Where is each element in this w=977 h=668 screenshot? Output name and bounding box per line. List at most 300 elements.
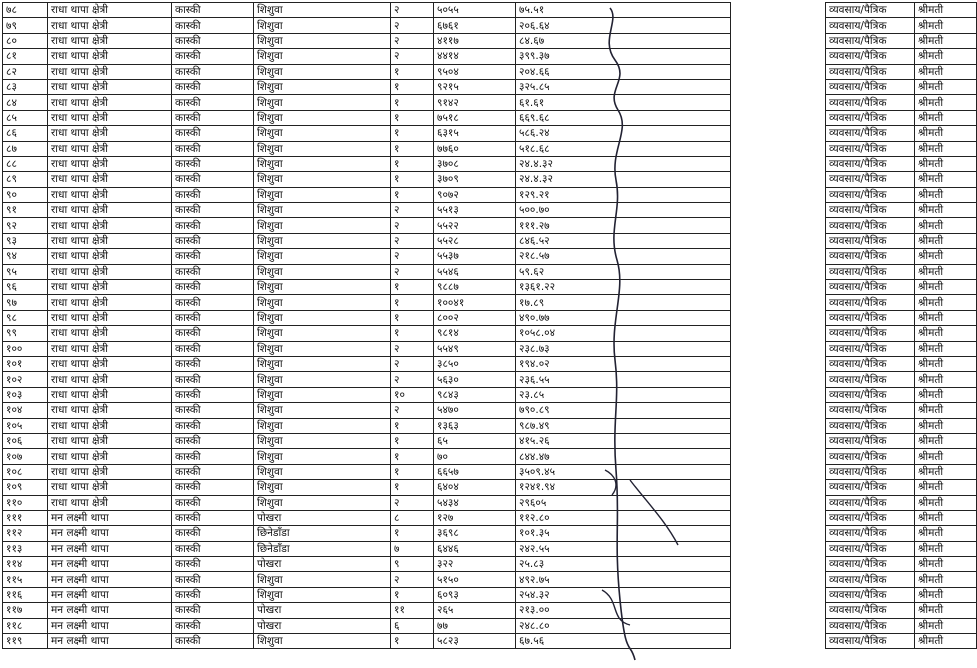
- table-row: [3, 449, 977, 464]
- cell-source: व्यवसाय/पैत्रिक: [826, 572, 915, 587]
- cell-relation: श्रीमती: [915, 572, 977, 587]
- table-row: [3, 403, 977, 418]
- cell-ward-number: १: [391, 126, 434, 141]
- cell-place: शिशुवा: [254, 403, 391, 418]
- cell-relation: श्रीमती: [915, 79, 977, 94]
- cell-ward-number: १: [391, 110, 434, 125]
- cell-signature-column: [731, 33, 826, 48]
- cell-signature-column: [731, 449, 826, 464]
- cell-ward-number: १: [391, 418, 434, 433]
- table-row: [3, 387, 977, 402]
- cell-district: कास्की: [172, 156, 254, 171]
- cell-owner-name: राधा थापा क्षेत्री: [48, 126, 172, 141]
- cell-relation: श्रीमती: [915, 33, 977, 48]
- cell-signature-column: [731, 495, 826, 510]
- cell-place: शिशुवा: [254, 110, 391, 125]
- table-row: [3, 572, 977, 587]
- cell-row-number: ९०: [3, 187, 48, 202]
- cell-owner-name: मन लक्ष्मी थापा: [48, 510, 172, 525]
- cell-area: २४२.५५: [516, 541, 731, 556]
- cell-source: व्यवसाय/पैत्रिक: [826, 187, 915, 202]
- cell-signature-column: [731, 79, 826, 94]
- cell-source: व्यवसाय/पैत्रिक: [826, 356, 915, 371]
- cell-plot-number: ७७६०: [434, 141, 516, 156]
- cell-area: २५४.३२: [516, 587, 731, 602]
- cell-row-number: ७९: [3, 18, 48, 33]
- table-row: [3, 49, 977, 64]
- cell-place: शिशुवा: [254, 95, 391, 110]
- cell-source: व्यवसाय/पैत्रिक: [826, 634, 915, 649]
- cell-plot-number: ५१५०: [434, 572, 516, 587]
- cell-row-number: १०२: [3, 372, 48, 387]
- cell-district: कास्की: [172, 295, 254, 310]
- cell-plot-number: ५४३४: [434, 495, 516, 510]
- cell-relation: श्रीमती: [915, 387, 977, 402]
- cell-place: शिशुवा: [254, 3, 391, 18]
- cell-place: शिशुवा: [254, 310, 391, 325]
- cell-plot-number: १३६३: [434, 418, 516, 433]
- table-row: [3, 356, 977, 371]
- cell-signature-column: [731, 480, 826, 495]
- cell-owner-name: राधा थापा क्षेत्री: [48, 356, 172, 371]
- cell-owner-name: राधा थापा क्षेत्री: [48, 233, 172, 248]
- cell-place: शिशुवा: [254, 587, 391, 602]
- cell-owner-name: राधा थापा क्षेत्री: [48, 449, 172, 464]
- cell-district: कास्की: [172, 310, 254, 325]
- cell-row-number: ९४: [3, 249, 48, 264]
- cell-plot-number: ९०७२: [434, 187, 516, 202]
- cell-district: कास्की: [172, 64, 254, 79]
- cell-row-number: ९३: [3, 233, 48, 248]
- cell-owner-name: राधा थापा क्षेत्री: [48, 110, 172, 125]
- cell-relation: श्रीमती: [915, 418, 977, 433]
- cell-source: व्यवसाय/पैत्रिक: [826, 557, 915, 572]
- cell-place: शिशुवा: [254, 449, 391, 464]
- cell-owner-name: राधा थापा क्षेत्री: [48, 433, 172, 448]
- cell-ward-number: २: [391, 233, 434, 248]
- cell-plot-number: १२७: [434, 510, 516, 525]
- cell-place: शिशुवा: [254, 156, 391, 171]
- cell-place: शिशुवा: [254, 433, 391, 448]
- cell-area: २३८.७३: [516, 341, 731, 356]
- cell-plot-number: ९८४३: [434, 387, 516, 402]
- cell-signature-column: [731, 433, 826, 448]
- cell-signature-column: [731, 326, 826, 341]
- cell-area: ७५.५१: [516, 3, 731, 18]
- cell-source: व्यवसाय/पैत्रिक: [826, 156, 915, 171]
- cell-signature-column: [731, 218, 826, 233]
- cell-relation: श्रीमती: [915, 372, 977, 387]
- cell-district: कास्की: [172, 372, 254, 387]
- table-row: [3, 418, 977, 433]
- cell-plot-number: ५०५५: [434, 3, 516, 18]
- cell-district: कास्की: [172, 33, 254, 48]
- cell-source: व्यवसाय/पैत्रिक: [826, 418, 915, 433]
- cell-ward-number: २: [391, 341, 434, 356]
- cell-area: ६७.५६: [516, 634, 731, 649]
- cell-row-number: ९६: [3, 280, 48, 295]
- cell-plot-number: ७५१८: [434, 110, 516, 125]
- table-row: [3, 95, 977, 110]
- cell-signature-column: [731, 372, 826, 387]
- cell-signature-column: [731, 3, 826, 18]
- cell-place: पोखरा: [254, 510, 391, 525]
- cell-row-number: ११४: [3, 557, 48, 572]
- cell-source: व्यवसाय/पैत्रिक: [826, 249, 915, 264]
- cell-district: कास्की: [172, 79, 254, 94]
- cell-district: कास्की: [172, 495, 254, 510]
- cell-owner-name: राधा थापा क्षेत्री: [48, 280, 172, 295]
- cell-owner-name: मन लक्ष्मी थापा: [48, 618, 172, 633]
- cell-place: शिशुवा: [254, 64, 391, 79]
- cell-signature-column: [731, 18, 826, 33]
- cell-plot-number: ८००२: [434, 310, 516, 325]
- cell-area: ४१५.२६: [516, 433, 731, 448]
- cell-ward-number: १: [391, 187, 434, 202]
- cell-plot-number: ५५२२: [434, 218, 516, 233]
- cell-source: व्यवसाय/पैत्रिक: [826, 464, 915, 479]
- cell-owner-name: राधा थापा क्षेत्री: [48, 3, 172, 18]
- cell-plot-number: ६५: [434, 433, 516, 448]
- cell-plot-number: ५५२८: [434, 233, 516, 248]
- cell-signature-column: [731, 541, 826, 556]
- cell-area: १०५८.०४: [516, 326, 731, 341]
- cell-row-number: १०४: [3, 403, 48, 418]
- cell-place: शिशुवा: [254, 480, 391, 495]
- cell-relation: श्रीमती: [915, 603, 977, 618]
- land-record-table-body: [3, 3, 977, 649]
- cell-relation: श्रीमती: [915, 49, 977, 64]
- cell-district: कास्की: [172, 18, 254, 33]
- cell-district: कास्की: [172, 387, 254, 402]
- cell-row-number: ८२: [3, 64, 48, 79]
- cell-source: व्यवसाय/पैत्रिक: [826, 587, 915, 602]
- table-row: [3, 603, 977, 618]
- cell-plot-number: ६६५७: [434, 464, 516, 479]
- cell-owner-name: राधा थापा क्षेत्री: [48, 295, 172, 310]
- cell-plot-number: ९५०४: [434, 64, 516, 79]
- cell-relation: श्रीमती: [915, 587, 977, 602]
- cell-district: कास्की: [172, 433, 254, 448]
- cell-source: व्यवसाय/पैत्रिक: [826, 433, 915, 448]
- cell-source: व्यवसाय/पैत्रिक: [826, 310, 915, 325]
- cell-ward-number: २: [391, 18, 434, 33]
- cell-relation: श्रीमती: [915, 187, 977, 202]
- cell-row-number: ८३: [3, 79, 48, 94]
- cell-plot-number: ९८१४: [434, 326, 516, 341]
- cell-source: व्यवसाय/पैत्रिक: [826, 218, 915, 233]
- cell-district: कास्की: [172, 541, 254, 556]
- cell-place: शिशुवा: [254, 264, 391, 279]
- land-record-table: [2, 2, 977, 649]
- cell-plot-number: ६७६१: [434, 18, 516, 33]
- cell-ward-number: ७: [391, 541, 434, 556]
- cell-row-number: १००: [3, 341, 48, 356]
- cell-ward-number: २: [391, 264, 434, 279]
- cell-row-number: ७८: [3, 3, 48, 18]
- cell-signature-column: [731, 526, 826, 541]
- cell-source: व्यवसाय/पैत्रिक: [826, 510, 915, 525]
- cell-area: ८४.६७: [516, 33, 731, 48]
- cell-signature-column: [731, 464, 826, 479]
- cell-relation: श्रीमती: [915, 110, 977, 125]
- cell-relation: श्रीमती: [915, 480, 977, 495]
- cell-row-number: ८०: [3, 33, 48, 48]
- cell-relation: श्रीमती: [915, 403, 977, 418]
- cell-owner-name: मन लक्ष्मी थापा: [48, 634, 172, 649]
- cell-ward-number: १: [391, 95, 434, 110]
- table-row: [3, 18, 977, 33]
- cell-area: ४९२.७५: [516, 572, 731, 587]
- cell-ward-number: १: [391, 449, 434, 464]
- cell-source: व्यवसाय/पैत्रिक: [826, 295, 915, 310]
- table-row: [3, 464, 977, 479]
- cell-place: शिशुवा: [254, 18, 391, 33]
- cell-relation: श्रीमती: [915, 526, 977, 541]
- cell-source: व्यवसाय/पैत्रिक: [826, 495, 915, 510]
- cell-district: कास्की: [172, 341, 254, 356]
- table-row: [3, 618, 977, 633]
- cell-owner-name: मन लक्ष्मी थापा: [48, 603, 172, 618]
- cell-row-number: ९१: [3, 203, 48, 218]
- cell-ward-number: १: [391, 141, 434, 156]
- cell-plot-number: ५६३०: [434, 372, 516, 387]
- cell-district: कास्की: [172, 603, 254, 618]
- cell-signature-column: [731, 172, 826, 187]
- table-row: [3, 141, 977, 156]
- cell-source: व्यवसाय/पैत्रिक: [826, 372, 915, 387]
- cell-district: कास्की: [172, 510, 254, 525]
- cell-district: कास्की: [172, 587, 254, 602]
- cell-owner-name: राधा थापा क्षेत्री: [48, 141, 172, 156]
- cell-plot-number: ७७: [434, 618, 516, 633]
- cell-plot-number: ९२१५: [434, 79, 516, 94]
- cell-signature-column: [731, 233, 826, 248]
- cell-signature-column: [731, 156, 826, 171]
- cell-area: १११.२७: [516, 218, 731, 233]
- cell-place: शिशुवा: [254, 187, 391, 202]
- cell-source: व्यवसाय/पैत्रिक: [826, 33, 915, 48]
- table-row: [3, 79, 977, 94]
- cell-district: कास्की: [172, 464, 254, 479]
- cell-place: शिशुवा: [254, 341, 391, 356]
- table-row: [3, 326, 977, 341]
- cell-plot-number: ३७०८: [434, 156, 516, 171]
- cell-place: शिशुवा: [254, 280, 391, 295]
- cell-plot-number: ३७०९: [434, 172, 516, 187]
- cell-place: शिशुवा: [254, 79, 391, 94]
- cell-area: २३.८५: [516, 387, 731, 402]
- cell-signature-column: [731, 295, 826, 310]
- cell-row-number: ८६: [3, 126, 48, 141]
- cell-district: कास्की: [172, 249, 254, 264]
- cell-plot-number: ६४४६: [434, 541, 516, 556]
- cell-owner-name: मन लक्ष्मी थापा: [48, 572, 172, 587]
- cell-source: व्यवसाय/पैत्रिक: [826, 341, 915, 356]
- handwritten-annotation: [590, 0, 680, 668]
- cell-area: १७.८९: [516, 295, 731, 310]
- cell-district: कास्की: [172, 126, 254, 141]
- cell-ward-number: ८: [391, 510, 434, 525]
- cell-plot-number: ९८८७: [434, 280, 516, 295]
- cell-signature-column: [731, 280, 826, 295]
- table-row: [3, 480, 977, 495]
- cell-place: शिशुवा: [254, 233, 391, 248]
- cell-relation: श्रीमती: [915, 341, 977, 356]
- cell-ward-number: १: [391, 280, 434, 295]
- cell-plot-number: ६४०४: [434, 480, 516, 495]
- cell-signature-column: [731, 203, 826, 218]
- cell-source: व्यवसाय/पैत्रिक: [826, 618, 915, 633]
- cell-area: २१३.००: [516, 603, 731, 618]
- cell-signature-column: [731, 603, 826, 618]
- cell-row-number: ८८: [3, 156, 48, 171]
- cell-ward-number: १: [391, 526, 434, 541]
- table-row: [3, 541, 977, 556]
- cell-district: कास्की: [172, 49, 254, 64]
- cell-owner-name: राधा थापा क्षेत्री: [48, 64, 172, 79]
- cell-district: कास्की: [172, 280, 254, 295]
- cell-area: २४.४.३२: [516, 172, 731, 187]
- cell-signature-column: [731, 249, 826, 264]
- cell-district: कास्की: [172, 572, 254, 587]
- cell-signature-column: [731, 634, 826, 649]
- cell-source: व्यवसाय/पैत्रिक: [826, 526, 915, 541]
- cell-district: कास्की: [172, 356, 254, 371]
- cell-relation: श्रीमती: [915, 449, 977, 464]
- cell-row-number: ९५: [3, 264, 48, 279]
- cell-district: कास्की: [172, 187, 254, 202]
- cell-area: २०६.६४: [516, 18, 731, 33]
- table-row: [3, 233, 977, 248]
- cell-owner-name: राधा थापा क्षेत्री: [48, 403, 172, 418]
- cell-signature-column: [731, 310, 826, 325]
- cell-plot-number: ५८२३: [434, 634, 516, 649]
- cell-owner-name: राधा थापा क्षेत्री: [48, 326, 172, 341]
- table-row: [3, 126, 977, 141]
- cell-ward-number: १: [391, 172, 434, 187]
- cell-row-number: १०८: [3, 464, 48, 479]
- cell-area: ३९९.३७: [516, 49, 731, 64]
- cell-area: १९४.०२: [516, 356, 731, 371]
- table-row: [3, 495, 977, 510]
- cell-relation: श्रीमती: [915, 495, 977, 510]
- cell-row-number: १०३: [3, 387, 48, 402]
- cell-source: व्यवसाय/पैत्रिक: [826, 126, 915, 141]
- cell-owner-name: राधा थापा क्षेत्री: [48, 249, 172, 264]
- cell-ward-number: १: [391, 156, 434, 171]
- cell-signature-column: [731, 126, 826, 141]
- cell-place: शिशुवा: [254, 141, 391, 156]
- cell-plot-number: ४११७: [434, 33, 516, 48]
- cell-row-number: १०९: [3, 480, 48, 495]
- cell-row-number: १०६: [3, 433, 48, 448]
- cell-row-number: ११८: [3, 618, 48, 633]
- cell-signature-column: [731, 572, 826, 587]
- table-row: [3, 156, 977, 171]
- cell-owner-name: राधा थापा क्षेत्री: [48, 495, 172, 510]
- cell-area: ५१८.६८: [516, 141, 731, 156]
- cell-area: १२९.२१: [516, 187, 731, 202]
- table-row: [3, 433, 977, 448]
- cell-owner-name: राधा थापा क्षेत्री: [48, 49, 172, 64]
- cell-district: कास्की: [172, 634, 254, 649]
- cell-source: व्यवसाय/पैत्रिक: [826, 387, 915, 402]
- cell-owner-name: राधा थापा क्षेत्री: [48, 464, 172, 479]
- cell-row-number: १०१: [3, 356, 48, 371]
- cell-owner-name: राधा थापा क्षेत्री: [48, 95, 172, 110]
- cell-owner-name: राधा थापा क्षेत्री: [48, 203, 172, 218]
- cell-district: कास्की: [172, 110, 254, 125]
- cell-signature-column: [731, 141, 826, 156]
- cell-place: शिशुवा: [254, 295, 391, 310]
- cell-row-number: ११६: [3, 587, 48, 602]
- cell-signature-column: [731, 387, 826, 402]
- cell-plot-number: ३६९८: [434, 526, 516, 541]
- cell-place: शिशुवा: [254, 372, 391, 387]
- cell-source: व्यवसाय/पैत्रिक: [826, 449, 915, 464]
- cell-place: शिशुवा: [254, 172, 391, 187]
- cell-plot-number: २६५: [434, 603, 516, 618]
- table-row: [3, 187, 977, 202]
- cell-source: व्यवसाय/पैत्रिक: [826, 264, 915, 279]
- table-row: [3, 372, 977, 387]
- cell-ward-number: १: [391, 464, 434, 479]
- cell-owner-name: राधा थापा क्षेत्री: [48, 156, 172, 171]
- cell-ward-number: २: [391, 356, 434, 371]
- cell-signature-column: [731, 587, 826, 602]
- cell-relation: श्रीमती: [915, 141, 977, 156]
- cell-source: व्यवसाय/पैत्रिक: [826, 326, 915, 341]
- cell-place: शिशुवा: [254, 495, 391, 510]
- cell-district: कास्की: [172, 326, 254, 341]
- cell-relation: श्रीमती: [915, 433, 977, 448]
- cell-relation: श्रीमती: [915, 280, 977, 295]
- table-row: [3, 310, 977, 325]
- cell-plot-number: ५४७०: [434, 403, 516, 418]
- cell-relation: श्रीमती: [915, 295, 977, 310]
- cell-signature-column: [731, 49, 826, 64]
- cell-place: शिशुवा: [254, 634, 391, 649]
- cell-relation: श्रीमती: [915, 541, 977, 556]
- cell-row-number: ९९: [3, 326, 48, 341]
- cell-relation: श्रीमती: [915, 95, 977, 110]
- cell-area: २४.४.३२: [516, 156, 731, 171]
- cell-signature-column: [731, 187, 826, 202]
- table-row: [3, 33, 977, 48]
- cell-ward-number: १: [391, 433, 434, 448]
- cell-plot-number: ५५१३: [434, 203, 516, 218]
- cell-signature-column: [731, 264, 826, 279]
- cell-area: ११२.८०: [516, 510, 731, 525]
- cell-source: व्यवसाय/पैत्रिक: [826, 95, 915, 110]
- cell-area: ९८७.४९: [516, 418, 731, 433]
- cell-plot-number: ६३१५: [434, 126, 516, 141]
- cell-area: ५८६.२४: [516, 126, 731, 141]
- cell-row-number: ११३: [3, 541, 48, 556]
- cell-relation: श्रीमती: [915, 326, 977, 341]
- cell-owner-name: राधा थापा क्षेत्री: [48, 79, 172, 94]
- cell-signature-column: [731, 341, 826, 356]
- cell-relation: श्रीमती: [915, 203, 977, 218]
- cell-district: कास्की: [172, 618, 254, 633]
- cell-relation: श्रीमती: [915, 64, 977, 79]
- cell-relation: श्रीमती: [915, 218, 977, 233]
- cell-source: व्यवसाय/पैत्रिक: [826, 64, 915, 79]
- table-row: [3, 203, 977, 218]
- cell-area: २४८.८०: [516, 618, 731, 633]
- cell-relation: श्रीमती: [915, 618, 977, 633]
